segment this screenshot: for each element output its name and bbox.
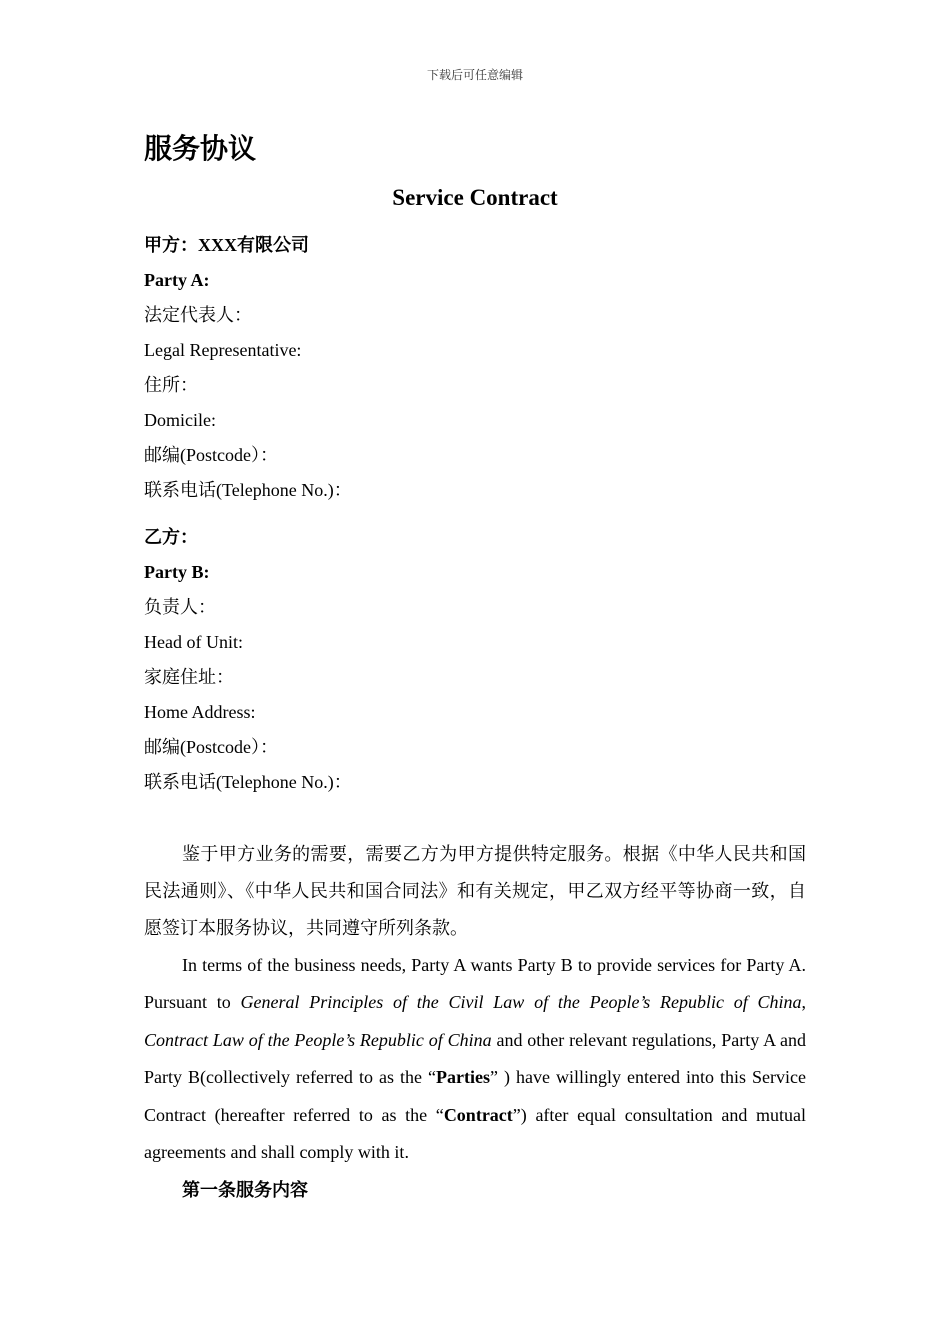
party-b-telephone: 联系电话(Telephone No.)：	[144, 772, 352, 792]
header-note: 下载后可任意编辑	[426, 68, 523, 82]
party-a-domicile-cn: 住所：	[144, 375, 198, 395]
preamble-en-part4: ”) after equal consultation and mutual agreements and shall comply with it.	[144, 1104, 806, 1163]
preamble-en-part2: and other relevant regulations, Party A and Party B(collectively referred to as the “	[144, 1029, 806, 1088]
title-english: Service Contract	[392, 185, 558, 210]
party-b-address-cn: 家庭住址：	[144, 667, 234, 687]
document-body	[144, 128, 806, 1209]
law-civil-principles: General Principles of the Civil Law of the People’s Republic of China	[240, 992, 802, 1013]
party-a-domicile-en: Domicile:	[144, 410, 216, 430]
preamble-en-part1: In terms of the business needs, Party A wants Party B to provide services for Party A. Pursuant to	[144, 955, 806, 1013]
party-a-postcode: 邮编(Postcode）：	[144, 445, 278, 465]
article-1-heading: 第一条服务内容	[182, 1180, 308, 1201]
party-a-heading-en: Party A:	[144, 270, 210, 290]
party-a-legal-rep-en: Legal Representative:	[144, 340, 302, 360]
preamble-english	[144, 947, 806, 1171]
party-b-address-en: Home Address:	[144, 702, 256, 722]
party-b-head-cn: 负责人：	[144, 597, 216, 617]
preamble-en-part3: ” ) have willingly entered into this Service Contract (hereafter referred to as the “	[144, 1067, 806, 1125]
term-contract: Contract	[443, 1104, 513, 1125]
title-chinese: 服务协议	[144, 132, 257, 165]
party-b-heading-en: Party B:	[144, 562, 210, 582]
party-a-legal-rep-cn: 法定代表人：	[144, 305, 252, 325]
party-b-head-en: Head of Unit:	[144, 632, 243, 652]
law-contract: Contract Law of the People’s Republic of China	[144, 1029, 492, 1050]
party-b-postcode: 邮编(Postcode）：	[144, 737, 278, 757]
party-b-heading-cn: 乙方：	[144, 527, 198, 547]
preamble-chinese: 鉴于甲方业务的需要，需要乙方为甲方提供特定服务。根据《中华人民共和国民法通则》、《中华人民共和国合同法》和有关规定，甲乙双方经平等协商一致，自愿签订本服务协议，共同遵守所列条款。	[144, 844, 806, 938]
term-parties: Parties	[435, 1067, 490, 1088]
preamble-en-sep: ,	[801, 992, 806, 1013]
party-a-telephone: 联系电话(Telephone No.)：	[144, 480, 352, 500]
party-a-heading-cn: 甲方：XXX有限公司	[144, 235, 309, 255]
